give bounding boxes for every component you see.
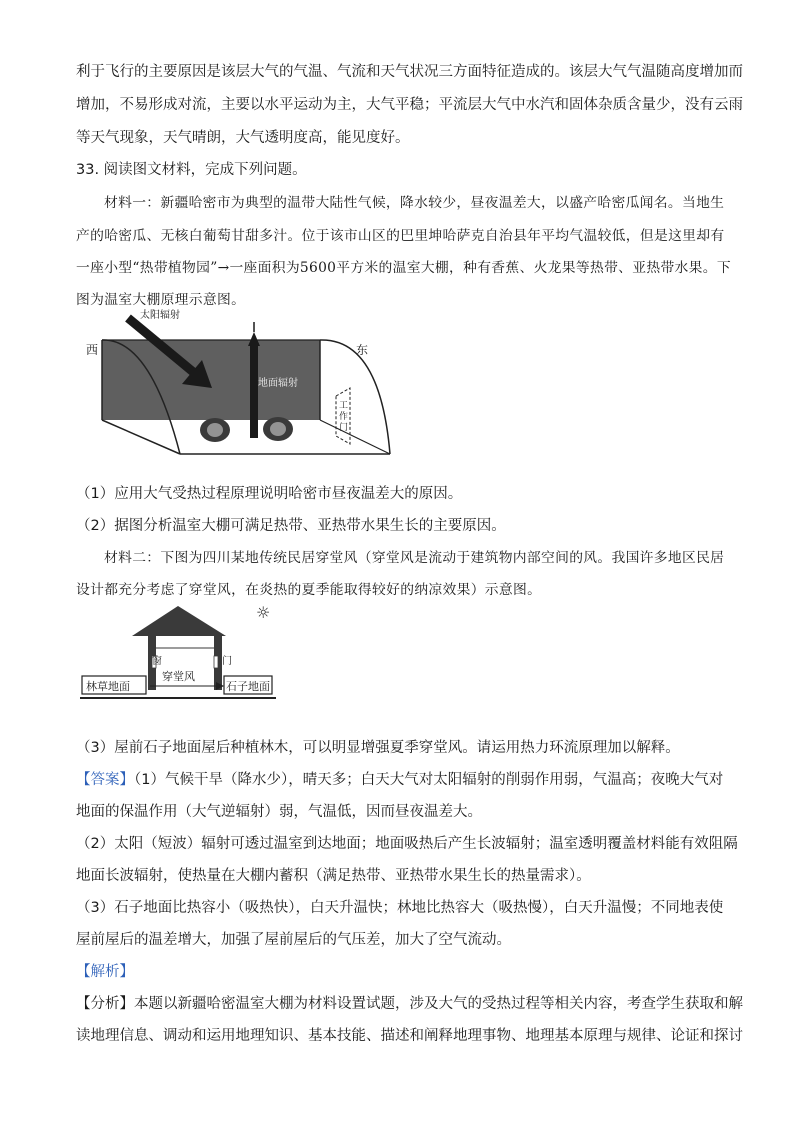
answer-line: （2）太阳（短波）辐射可透过温室到达地面；地面吸热后产生长波辐射；温室透明覆盖材料能有效阻隔 [76,836,738,852]
answer-tag: 【答案】 [76,772,134,788]
answer-line: 地面长波辐射，使热量在大棚内蓄积（满足热带、亚热带水果生长的热量需求）。 [76,868,591,884]
material2-line: 设计都充分考虑了穿堂风，在炎热的夏季能取得较好的纳凉效果）示意图。 [76,582,542,598]
material1-line: 图为温室大棚原理示意图。 [76,292,246,308]
label-door: 门 [222,656,232,667]
analysis-line [76,994,743,1014]
answer-line [76,770,723,790]
question-line: （1）应用大气受热过程原理说明哈密市昼夜温差大的原因。 [76,486,463,502]
label-window: 窗 [152,656,162,667]
answer-text: （1）气候干旱（降水少），晴天多；白天大气对太阳辐射的削弱作用弱，气温高；夜晚大气对 [134,772,724,788]
label-west: 西 [86,343,99,357]
analysis-line: 读地理信息、调动和运用地理知识、基本技能、描述和阐释地理事物、地理基本原理与规律、论证和探讨 [76,1028,743,1044]
answer-line: （3）石子地面比热容小（吸热快），白天升温快；林地比热容大（吸热慢），白天升温慢；不同地表使 [76,900,724,916]
analysis-tag: 【解析】 [76,964,134,980]
label-door-1: 工 [339,401,349,411]
greenhouse-diagram [80,308,400,466]
material1-line: 产的哈密瓜、无核白葡萄甘甜多汁。位于该市山区的巴里坤哈萨克自治县年平均气温较低，但是这里却有 [76,228,725,244]
material1-line: 一座小型“热带植物园”→一座面积为5600平方米的温室大棚，种有香蕉、火龙果等热带、亚热带水果。下 [76,260,731,276]
label-ground-radiation: 地面辐射 [258,378,298,389]
question-line: （3）屋前石子地面屋后种植林木，可以明显增强夏季穿堂风。请运用热力环流原理加以解释。 [76,740,680,756]
label-solar-radiation: 太阳辐射 [140,310,180,321]
house-roof [132,606,226,636]
label-east: 东 [356,343,369,357]
fenxi-tag: 【分析】 [76,996,134,1012]
material1-line: 材料一：新疆哈密市为典型的温带大陆性气候，降水较少，昼夜温差大，以盛产哈密瓜闻名。当地生 [104,195,725,211]
label-through-wind: 穿堂风 [162,670,195,683]
answer-line: 地面的保温作用（大气逆辐射）弱，气温低，因而昼夜温差大。 [76,804,482,820]
question-line: （2）据图分析温室大棚可满足热带、亚热带水果生长的主要原因。 [76,518,506,534]
analysis-text: 本题以新疆哈密温室大棚为材料设置试题，涉及大气的受热过程等相关内容，考查学生获取和解 [134,996,743,1012]
material2-line: 材料二：下图为四川某地传统民居穿堂风（穿堂风是流动于建筑物内部空间的风。我国许多地区民居 [104,550,725,566]
house-diagram [80,600,280,706]
label-gravel-ground: 石子地面 [226,680,270,693]
answer-line: 屋前屋后的温差增大，加强了屋前屋后的气压差，加大了空气流动。 [76,932,511,948]
text-line: 利于飞行的主要原因是该层大气的气温、气流和天气状况三方面特征造成的。该层大气气温随高度增加而 [76,64,743,80]
text-line: 等天气现象，天气晴朗，大气透明度高，能见度好。 [76,130,410,146]
label-forest-ground: 林草地面 [86,680,130,693]
text-line: 增加，不易形成对流，主要以水平运动为主，大气平稳；平流层大气中水汽和固体杂质含量少，没有云雨 [76,97,743,113]
ground-radiation-arrow [250,344,258,438]
question-header: 33. 阅读图文材料，完成下列问题。 [76,162,307,178]
label-door-2: 作 [339,412,349,422]
sun-icon: ☼ [256,603,271,622]
label-door-3: 门 [339,423,349,433]
